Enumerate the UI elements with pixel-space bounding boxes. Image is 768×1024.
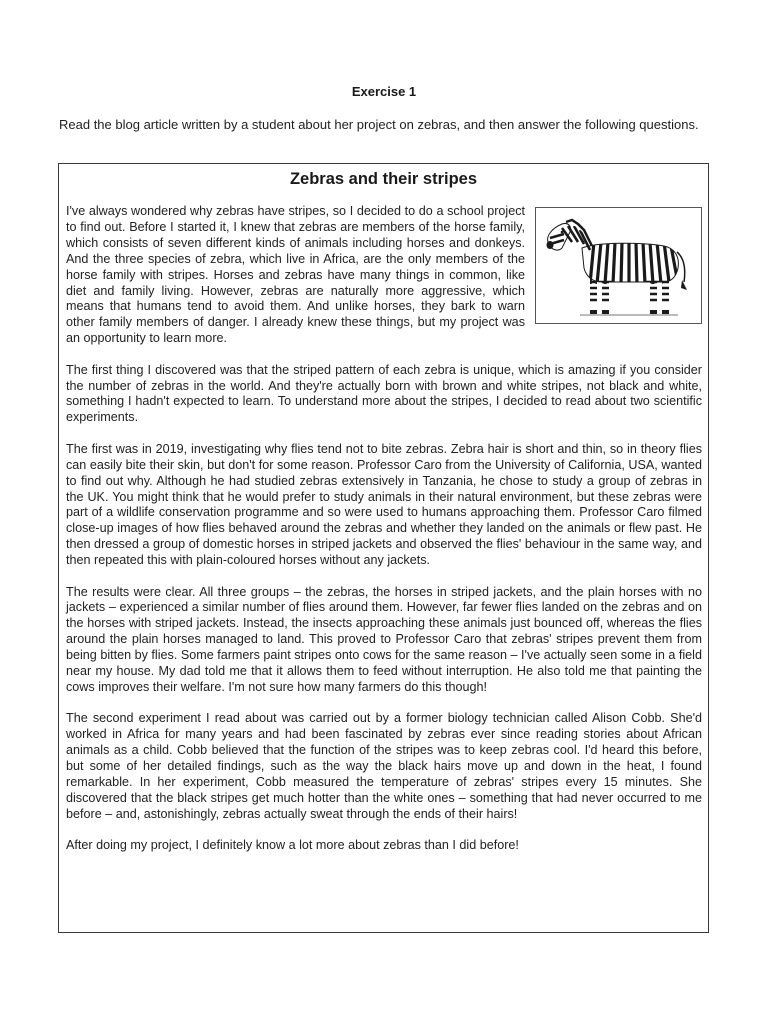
article-box	[58, 163, 709, 933]
exercise-title: Exercise 1	[351, 84, 417, 99]
article-paragraph-3: The first was in 2019, investigating why flies tend not to bite zebras. Zebra hair is short and thin, so in theory flies can easily bite their skin, but don't for some reason. Professor Caro from the University of California, USA, wanted to find out why. Although he had studied zebras extensively in Tanzania, he chose to study a group of zebras in the UK. You might think that he would prefer to study animals in their natural environment, but these zebras were part of a wildlife conservation programme and so were used to humans approaching them. Professor Caro filmed close-up images of how flies behaved around the zebras and whether they landed on the animals or flew past. He then dressed a group of domestic horses in striped jackets and observed the flies' behaviour in the same way, and then repeated this with plain-coloured horses without any jackets.	[66, 441, 702, 568]
article-body	[66, 204, 702, 870]
article-paragraph-6: After doing my project, I definitely know a lot more about zebras than I did before!	[66, 838, 519, 853]
exercise-instructions: Read the blog article written by a student about her project on zebras, and then answer the following questions.	[59, 117, 699, 132]
article-title: Zebras and their stripes	[289, 170, 478, 188]
article-paragraph-2: The first thing I discovered was that the striped pattern of each zebra is unique, which is amazing if you consider the number of zebras in the world. And they're actually born with brown and white stripes, not black and white, something I hadn't expected to learn. To understand more about the stripes, I decided to read about two scientific experiments.	[66, 362, 702, 425]
article-paragraph-1: I've always wondered why zebras have stripes, so I decided to do a school project to find out. Before I started it, I knew that zebras are members of the horse family, which consists of seven different kinds of animals including horses and donkeys. And the three species of zebra, which live in Africa, are the only members of the horse family with stripes. Horses and zebras have many things in common, like diet and family living. However, zebras are naturally more aggressive, which means that humans tend to avoid them. And unlike horses, they bark to warn other family members of danger. I already knew these things, but my project was an opportunity to learn more.	[66, 204, 525, 346]
article-paragraph-5: The second experiment I read about was carried out by a former biology technician called Alison Cobb. She'd worked in Africa for many years and had been fascinated by zebras ever since reading stories about African animals as a child. Cobb believed that the function of the stripes was to keep zebras cool. I'd heard this before, but some of her detailed findings, such as the way the black hairs move up and down in the heat, I found remarkable. In her experiment, Cobb measured the temperature of zebras' stripes every 15 minutes. She discovered that the black stripes get much hotter than the white ones – something that had never occurred to me before – and, astonishingly, zebras actually sweat through the ends of their hairs!	[66, 711, 702, 821]
article-paragraph-4: The results were clear. All three groups – the zebras, the horses in striped jackets, and the plain horses with no jackets – experienced a similar number of flies around them. However, far fewer flies landed on the zebras and on the horses with striped jackets. Instead, the insects approaching these animals just bounced off, whereas the flies around the plain horses managed to land. This proved to Professor Caro that zebras' stripes prevent them from being bitten by flies. Some farmers paint stripes onto cows for the same reason – I've actually seen some in a field near my house. My dad told me that it allows them to feed without interruption. He also told me that painting the cows improves their welfare. I'm not sure how many farmers do this though!	[66, 584, 702, 694]
zebra-illustration-frame	[535, 207, 702, 324]
zebra-icon	[542, 212, 696, 320]
